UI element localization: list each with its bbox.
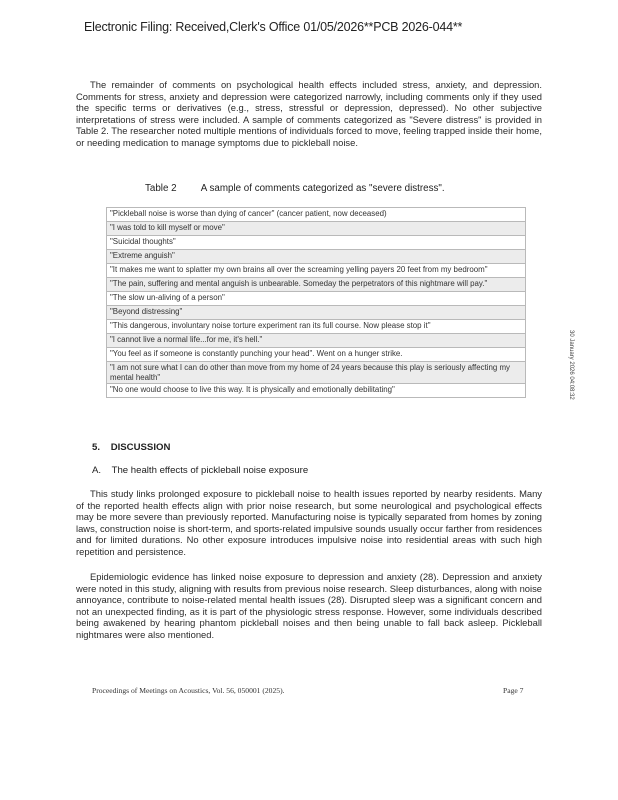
paragraph-discussion-1: This study links prolonged exposure to pickleball noise to health issues reported by nearby residents. Many of the reported health effects align with prior noise research, but some neurological and psychological effects may be more severe than previously reported. Manufacturing noise is typically separated from homes by zoning laws, construction noise is short-term, and sports-related impulsive sounds usually occur farther from residences and for limited durations. No other exposure introduces impulsive noise into residential areas with such high repetition and persistence. <box>76 488 542 557</box>
side-margin-note: 30 January 2026 04:08:32 <box>568 330 574 400</box>
table-row <box>107 236 526 250</box>
subsection-letter: A. <box>92 465 102 476</box>
table-cell: "It makes me want to splatter my own brains all over the screaming yelling payers 20 feet from my bedroom" <box>107 264 526 278</box>
paragraph-discussion-2: Epidemiologic evidence has linked noise exposure to depression and anxiety (28). Depression and anxiety were noted in this study, aligning with results from previous noise research. Sleep disturbances, along with noise annoyance, contribute to noise-related mental health issues (28). Disrupted sleep was a significant concern and not an unexpected finding, as it is part of the physiologic stress response. However, some individuals described being awakened by hearing phantom pickleball noises and then being unable to fall back asleep. Pickleball nightmares were also mentioned. <box>76 571 542 640</box>
footer-page-number: Page 7 <box>503 686 524 695</box>
table-row <box>107 320 526 334</box>
table-cell: "Pickleball noise is worse than dying of cancer" (cancer patient, now deceased) <box>107 208 526 222</box>
table-row <box>107 348 526 362</box>
table-cell: "This dangerous, involuntary noise torture experiment ran its full course. Now please stop it" <box>107 320 526 334</box>
table-cell: "Suicidal thoughts" <box>107 236 526 250</box>
table-cell: "Extreme anguish" <box>107 250 526 264</box>
section-heading <box>92 442 170 453</box>
table-number: Table 2 <box>145 183 177 194</box>
table-row <box>107 362 526 384</box>
table-row <box>107 208 526 222</box>
subsection-heading <box>92 465 308 476</box>
table-cell: "The pain, suffering and mental anguish is unbearable. Someday the perpetrators of this nightmare will pay." <box>107 278 526 292</box>
table-cell: "I was told to kill myself or move" <box>107 222 526 236</box>
table-cell: "You feel as if someone is constantly punching your head". Went on a hunger strike. <box>107 348 526 362</box>
table-cell: "I cannot live a normal life...for me, it's hell." <box>107 334 526 348</box>
table-row <box>107 384 526 398</box>
severe-distress-table <box>106 207 526 398</box>
table-row <box>107 292 526 306</box>
table-cell: "Beyond distressing" <box>107 306 526 320</box>
section-title: DISCUSSION <box>110 442 171 453</box>
filing-stamp-text: Electronic Filing: Received,Clerk's Office 01/05/2026**PCB 2026-044** <box>84 20 463 34</box>
table-row <box>107 334 526 348</box>
table-row <box>107 222 526 236</box>
subsection-title: The health effects of pickleball noise exposure <box>111 465 309 476</box>
table-cell: "I am not sure what I can do other than move from my home of 24 years because this play is seriously affecting my mental health" <box>107 362 526 384</box>
table-caption <box>145 183 445 194</box>
paragraph-psychological-effects: The remainder of comments on psychological health effects included stress, anxiety, and depression. Comments for stress, anxiety and depression were categorized narrowly, including comments only if they used the specific terms or derivatives (e.g., stress, stressful or depression, depressed). No other subjective interpretations of stress were included. A sample of comments categorized as "Severe distress" is provided in Table 2. The researcher noted multiple mentions of individuals forced to move, feeling trapped inside their home, or needing medication to manage symptoms due to pickleball noise. <box>76 79 542 148</box>
section-number: 5. <box>92 442 101 453</box>
table-row <box>107 250 526 264</box>
table-cell: "No one would choose to live this way. It is physically and emotionally debilitating" <box>107 384 526 398</box>
filing-stamp <box>84 20 534 34</box>
table-row <box>107 278 526 292</box>
table-cell: "The slow un-aliving of a person" <box>107 292 526 306</box>
table-row <box>107 264 526 278</box>
table-row <box>107 306 526 320</box>
table-caption-text: A sample of comments categorized as "severe distress". <box>200 183 445 194</box>
footer-journal: Proceedings of Meetings on Acoustics, Vol. 56, 050001 (2025). <box>92 686 285 695</box>
